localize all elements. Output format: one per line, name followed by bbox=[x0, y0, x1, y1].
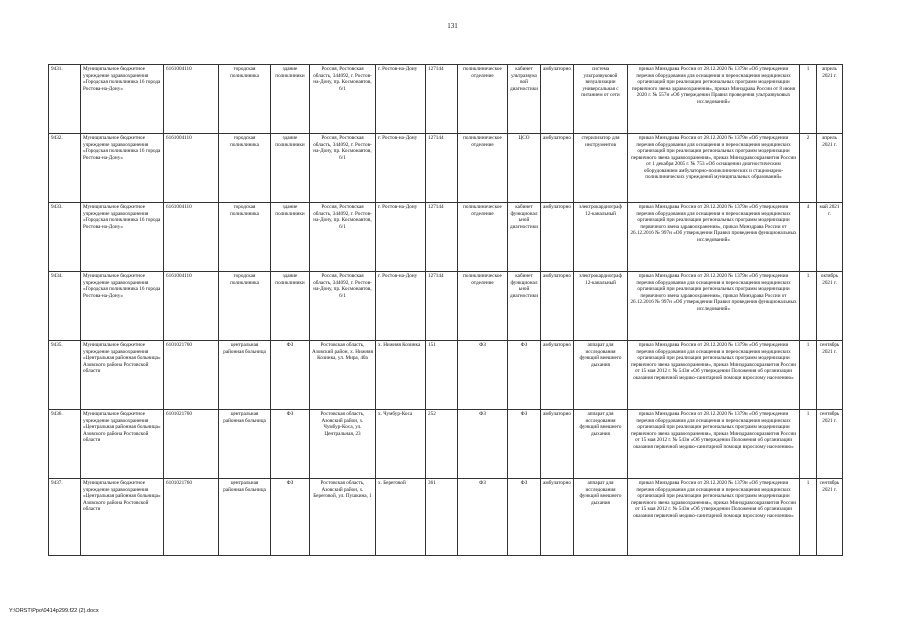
cell-inn: 6101021760 bbox=[164, 341, 219, 410]
cell-legal-basis: приказ Минздрава России от 28.12.2020 № 1379н «Об утверждении перечня оборудования для оснащения и переоснащения медицинских организаций при реализации региональных программ модернизации первичного звена здравоохранения», приказ Минздрава России от 26.12.2016 № 997н «Об утверждении Правил проведения функциональных исследований» bbox=[628, 203, 800, 272]
cell-department: ФЗ bbox=[458, 410, 508, 479]
cell-population: 127144 bbox=[426, 272, 458, 341]
cell-date: сентябрь 2021 г. bbox=[817, 479, 843, 556]
cell-organization: Муниципальное бюджетное учреждение здравоохранения «Центральная районная больница» Азовского района Ростовской области bbox=[81, 410, 164, 479]
equipment-register-table bbox=[48, 64, 843, 556]
cell-department: ФЗ bbox=[458, 341, 508, 410]
cell-building: здание поликлиники bbox=[271, 203, 310, 272]
cell-org-type: центральная районная больница bbox=[219, 410, 271, 479]
cell-department: поликлиническое отделение bbox=[458, 272, 508, 341]
cell-address: Россия, Ростовская область, 344092, г. Ростов-на-Дону, пр. Космонавтов, 6/1 bbox=[310, 203, 376, 272]
cell-date: сентябрь 2021 г. bbox=[817, 341, 843, 410]
cell-number: 9436. bbox=[49, 410, 81, 479]
cell-room: ФЗ bbox=[508, 479, 541, 556]
cell-address: Ростовская область, Азовский район, х. Нижняя Козинка, ул. Мира, 40а bbox=[310, 341, 376, 410]
cell-org-type: городская поликлиника bbox=[219, 65, 271, 134]
cell-quantity: 1 bbox=[800, 341, 817, 410]
cell-department: поликлиническое отделение bbox=[458, 65, 508, 134]
cell-locality: х. Береговой bbox=[376, 479, 426, 556]
cell-address: Россия, Ростовская область, 344092, г. Ростов-на-Дону, пр. Космонавтов, 6/1 bbox=[310, 134, 376, 203]
cell-building: здание поликлиники bbox=[271, 134, 310, 203]
cell-legal-basis: приказ Минздрава России от 28.12.2020 № 1379н «Об утверждении перечня оборудования для оснащения и переоснащения медицинских организаций при реализации региональных программ модернизации первичного звена здравоохранения», приказ Минздравсоцразвития России от 15 мая 2012 г. № 543н «Об утверждении Положения об организации оказания первичной медико-санитарной помощи взрослому населению» bbox=[628, 479, 800, 556]
cell-date: апрель 2021 г. bbox=[817, 134, 843, 203]
table-row bbox=[49, 272, 843, 341]
cell-address: Ростовская область, Азовский район, х. Береговой, ул. Пушкина, 1 bbox=[310, 479, 376, 556]
cell-org-type: городская поликлиника bbox=[219, 272, 271, 341]
cell-locality: г. Ростов-на-Дону bbox=[376, 203, 426, 272]
cell-organization: Муниципальное бюджетное учреждение здравоохранения «Городская поликлиника 16 города Ростова-на-Дону» bbox=[81, 203, 164, 272]
table-row bbox=[49, 341, 843, 410]
cell-org-type: центральная районная больница bbox=[219, 341, 271, 410]
cell-locality: г. Ростов-на-Дону bbox=[376, 134, 426, 203]
cell-department: ФЗ bbox=[458, 479, 508, 556]
file-path-footer: Y:\ORST\Ppo\0414p299.f22 (2).docx bbox=[9, 608, 99, 614]
cell-equipment: система ультразвуковой визуализации универсальная с питанием от сети bbox=[574, 65, 628, 134]
cell-care-mode: амбулаторно bbox=[541, 341, 574, 410]
cell-date: апрель 2021 г. bbox=[817, 65, 843, 134]
cell-equipment: электрокардиограф 12-канальный bbox=[574, 203, 628, 272]
cell-inn: 6161004110 bbox=[164, 203, 219, 272]
cell-quantity: 1 bbox=[800, 479, 817, 556]
cell-population: 151 bbox=[426, 341, 458, 410]
cell-organization: Муниципальное бюджетное учреждение здравоохранения «Городская поликлиника 16 города Ростова-на-Дону» bbox=[81, 134, 164, 203]
cell-room: ЦСО bbox=[508, 134, 541, 203]
cell-date: сентябрь 2021 г. bbox=[817, 410, 843, 479]
cell-department: поликлиническое отделение bbox=[458, 203, 508, 272]
cell-legal-basis: приказ Минздрава России от 28.12.2020 № 1379н «Об утверждении перечня оборудования для оснащения и переоснащения медицинских организаций при реализации региональных программ модернизации первичного звена здравоохранения», приказ Минздравсоцразвития России от 1 декабря 2005 г. № 753 «Об оснащении диагностическим оборудованием амбулаторно-поликлинических и стационарно-поликлинических учреждений муниципальных образований» bbox=[628, 134, 800, 203]
cell-equipment: стерилизатор для инструментов bbox=[574, 134, 628, 203]
cell-number: 9434. bbox=[49, 272, 81, 341]
cell-equipment: аппарат для исследования функций внешнего дыхания bbox=[574, 410, 628, 479]
cell-organization: Муниципальное бюджетное учреждение здравоохранения «Центральная районная больница» Азовского района Ростовской области bbox=[81, 479, 164, 556]
page-number: 131 bbox=[447, 22, 458, 30]
cell-locality: х. Нижняя Козинка bbox=[376, 341, 426, 410]
cell-number: 9437. bbox=[49, 479, 81, 556]
cell-inn: 6161004110 bbox=[164, 65, 219, 134]
cell-population: 361 bbox=[426, 479, 458, 556]
cell-organization: Муниципальное бюджетное учреждение здравоохранения «Городская поликлиника 16 города Ростова-на-Дону» bbox=[81, 65, 164, 134]
cell-inn: 6161004110 bbox=[164, 272, 219, 341]
table-row bbox=[49, 134, 843, 203]
cell-address: Россия, Ростовская область, 344092, г. Ростов-на-Дону, пр. Космонавтов, 6/1 bbox=[310, 65, 376, 134]
cell-quantity: 1 bbox=[800, 410, 817, 479]
cell-quantity: 1 bbox=[800, 272, 817, 341]
cell-room: ФЗ bbox=[508, 410, 541, 479]
cell-room: ФЗ bbox=[508, 341, 541, 410]
cell-number: 9431. bbox=[49, 65, 81, 134]
cell-legal-basis: приказ Минздрава России от 28.12.2020 № 1379н «Об утверждении перечня оборудования для оснащения и переоснащения медицинских организаций при реализации региональных программ модернизации первичного звена здравоохранения», приказ Минздравсоцразвития России от 15 мая 2012 г. № 543н «Об утверждении Положения об организации оказания первичной медико-санитарной помощи взрослому населению» bbox=[628, 410, 800, 479]
cell-room: кабинет функциональной диагностики bbox=[508, 203, 541, 272]
cell-number: 9433. bbox=[49, 203, 81, 272]
cell-locality: х. Чумбур-Коса bbox=[376, 410, 426, 479]
cell-population: 127144 bbox=[426, 134, 458, 203]
cell-date: май 2021 г. bbox=[817, 203, 843, 272]
cell-legal-basis: приказ Минздрава России от 28.12.2020 № 1379н «Об утверждении перечня оборудования для оснащения и переоснащения медицинских организаций при реализации региональных программ модернизации первичного звена здравоохранения», приказ Минздрава России от 8 июня 2020 г. № 557н «Об утверждении Правил проведения ультразвуковых исследований» bbox=[628, 65, 800, 134]
cell-number: 9435. bbox=[49, 341, 81, 410]
cell-legal-basis: приказ Минздрава России от 28.12.2020 № 1379н «Об утверждении перечня оборудования для оснащения и переоснащения медицинских организаций при реализации региональных программ модернизации первичного звена здравоохранения», приказ Минздравсоцразвития России от 15 мая 2012 г. № 543н «Об утверждении Положения об организации оказания первичной медико-санитарной помощи взрослому населению» bbox=[628, 341, 800, 410]
cell-room: кабинет функциональной диагностики bbox=[508, 272, 541, 341]
cell-building: ФЗ bbox=[271, 410, 310, 479]
cell-room: кабинет ультразвуковой диагностики bbox=[508, 65, 541, 134]
cell-inn: 6101021760 bbox=[164, 479, 219, 556]
cell-organization: Муниципальное бюджетное учреждение здравоохранения «Городская поликлиника 16 города Ростова-на-Дону» bbox=[81, 272, 164, 341]
cell-quantity: 2 bbox=[800, 134, 817, 203]
cell-care-mode: амбулаторно bbox=[541, 479, 574, 556]
cell-building: ФЗ bbox=[271, 479, 310, 556]
cell-address: Россия, Ростовская область, 344092, г. Ростов-на-Дону, пр. Космонавтов, 6/1 bbox=[310, 272, 376, 341]
cell-number: 9432. bbox=[49, 134, 81, 203]
cell-population: 127144 bbox=[426, 65, 458, 134]
table-row bbox=[49, 410, 843, 479]
cell-inn: 6101021760 bbox=[164, 410, 219, 479]
table-row bbox=[49, 65, 843, 134]
cell-date: октябрь 2021 г. bbox=[817, 272, 843, 341]
cell-equipment: аппарат для исследования функций внешнего дыхания bbox=[574, 341, 628, 410]
cell-care-mode: амбулаторно bbox=[541, 134, 574, 203]
cell-care-mode: амбулаторно bbox=[541, 410, 574, 479]
cell-care-mode: амбулаторно bbox=[541, 65, 574, 134]
cell-care-mode: амбулаторно bbox=[541, 203, 574, 272]
cell-organization: Муниципальное бюджетное учреждение здравоохранения «Центральная районная больница» Азовского района Ростовской области bbox=[81, 341, 164, 410]
cell-equipment: аппарат для исследования функций внешнего дыхания bbox=[574, 479, 628, 556]
cell-address: Ростовская область, Азовский район, х. Чумбур-Коса, ул. Центральная, 23 bbox=[310, 410, 376, 479]
table-row bbox=[49, 479, 843, 556]
cell-org-type: городская поликлиника bbox=[219, 203, 271, 272]
cell-legal-basis: приказ Минздрава России от 28.12.2020 № 1379н «Об утверждении перечня оборудования для оснащения и переоснащения медицинских организаций при реализации региональных программ модернизации первичного звена здравоохранения», приказ Минздрава России от 26.12.2016 № 997н «Об утверждении Правил проведения функциональных исследований» bbox=[628, 272, 800, 341]
cell-care-mode: амбулаторно bbox=[541, 272, 574, 341]
table-row bbox=[49, 203, 843, 272]
cell-locality: г. Ростов-на-Дону bbox=[376, 272, 426, 341]
cell-quantity: 4 bbox=[800, 203, 817, 272]
cell-org-type: городская поликлиника bbox=[219, 134, 271, 203]
cell-building: ФЗ bbox=[271, 341, 310, 410]
cell-locality: г. Ростов-на-Дону bbox=[376, 65, 426, 134]
cell-population: 252 bbox=[426, 410, 458, 479]
cell-population: 127144 bbox=[426, 203, 458, 272]
cell-equipment: электрокардиограф 12-канальный bbox=[574, 272, 628, 341]
cell-building: здание поликлиники bbox=[271, 272, 310, 341]
cell-building: здание поликлиники bbox=[271, 65, 310, 134]
cell-department: поликлиническое отделение bbox=[458, 134, 508, 203]
cell-quantity: 1 bbox=[800, 65, 817, 134]
cell-org-type: центральная районная больница bbox=[219, 479, 271, 556]
cell-inn: 6161004110 bbox=[164, 134, 219, 203]
